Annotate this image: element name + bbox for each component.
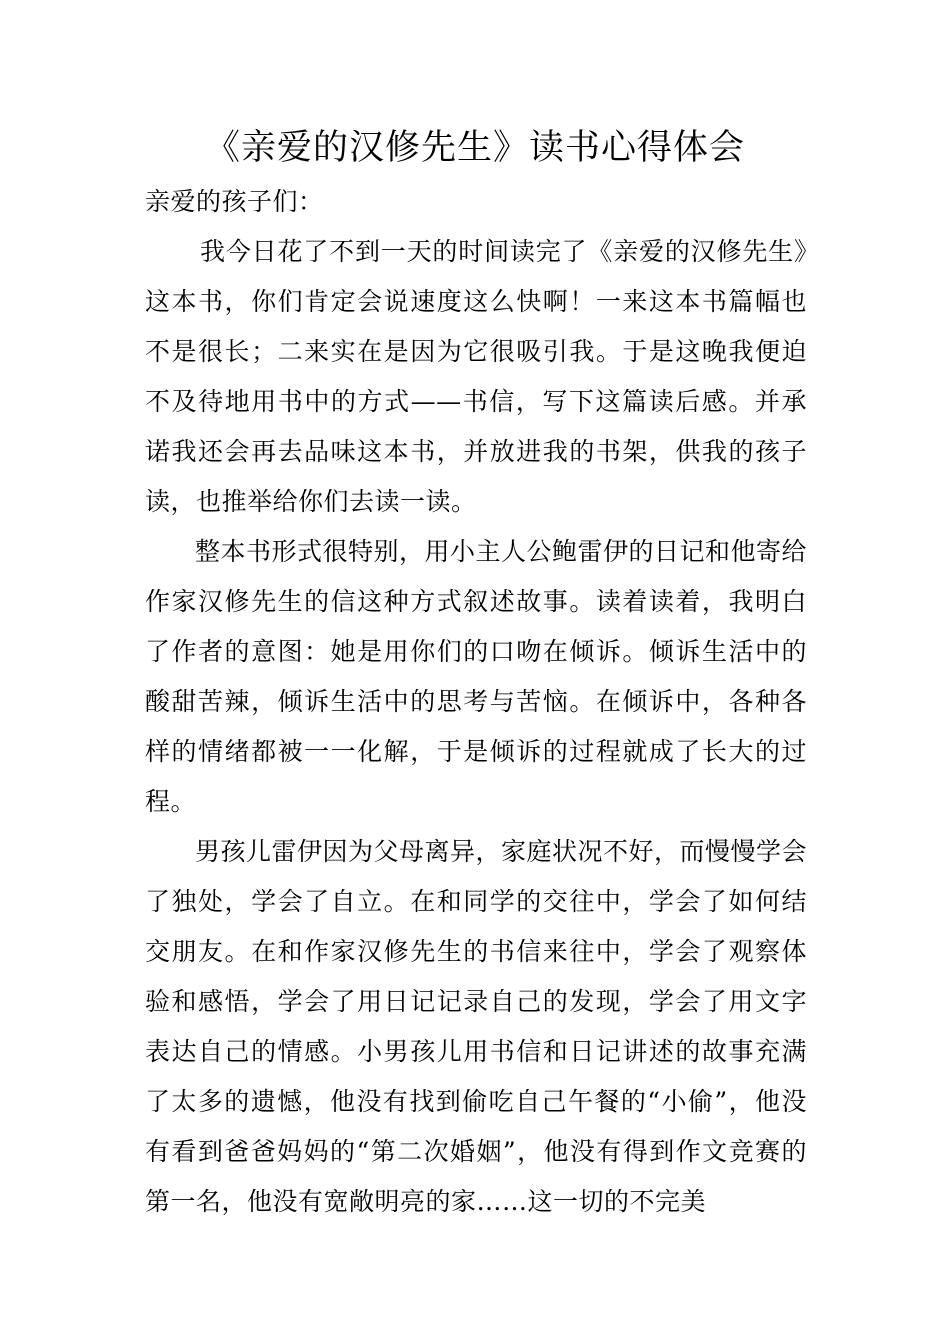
paragraph-2: 整本书形式很特别，用小主人公鲍雷伊的日记和他寄给作家汉修先生的信这种方式叙述故事。读着读着，我明白了作者的意图：她是用你们的口吻在倾诉。倾诉生活中的酸甜苦辣，倾诉生活中的思考与苦恼。在倾诉中，各种各样的情绪都被一一化解，于是倾诉的过程就成了长大的过程。 — [145, 537, 808, 816]
salutation: 亲爱的孩子们： — [145, 187, 324, 216]
paragraph-1: 我今日花了不到一天的时间读完了《亲爱的汉修先生》这本书，你们肯定会说速度这么快啊！一来这本书篇幅也不是很长；二来实在是因为它很吸引我。于是这晚我便迫不及待地用书中的方式——书信，写下这篇读后感。并承诺我还会再去品味这本书，并放进我的书架，供我的孩子读，也推举给你们去读一读。 — [145, 237, 807, 516]
document-title: 《亲爱的汉修先生》读书心得体会 — [204, 128, 745, 168]
document-body — [145, 177, 807, 1227]
paragraph-3: 男孩儿雷伊因为父母离异，家庭状况不好，而慢慢学会了独处，学会了自立。在和同学的交往中，学会了如何结交朋友。在和作家汉修先生的书信来往中，学会了观察体验和感悟，学会了用日记记录自己的发现，学会了用文字表达自己的情感。小男孩儿用书信和日记讲述的故事充满了太多的遗憾，他没有找到偷吃自己午餐的“小偷”，他没有看到爸爸妈妈的“第二次婚姻”，他没有得到作文竞赛的第一名，他没有宽敞明亮的家……这一切的不完美 — [145, 837, 808, 1216]
